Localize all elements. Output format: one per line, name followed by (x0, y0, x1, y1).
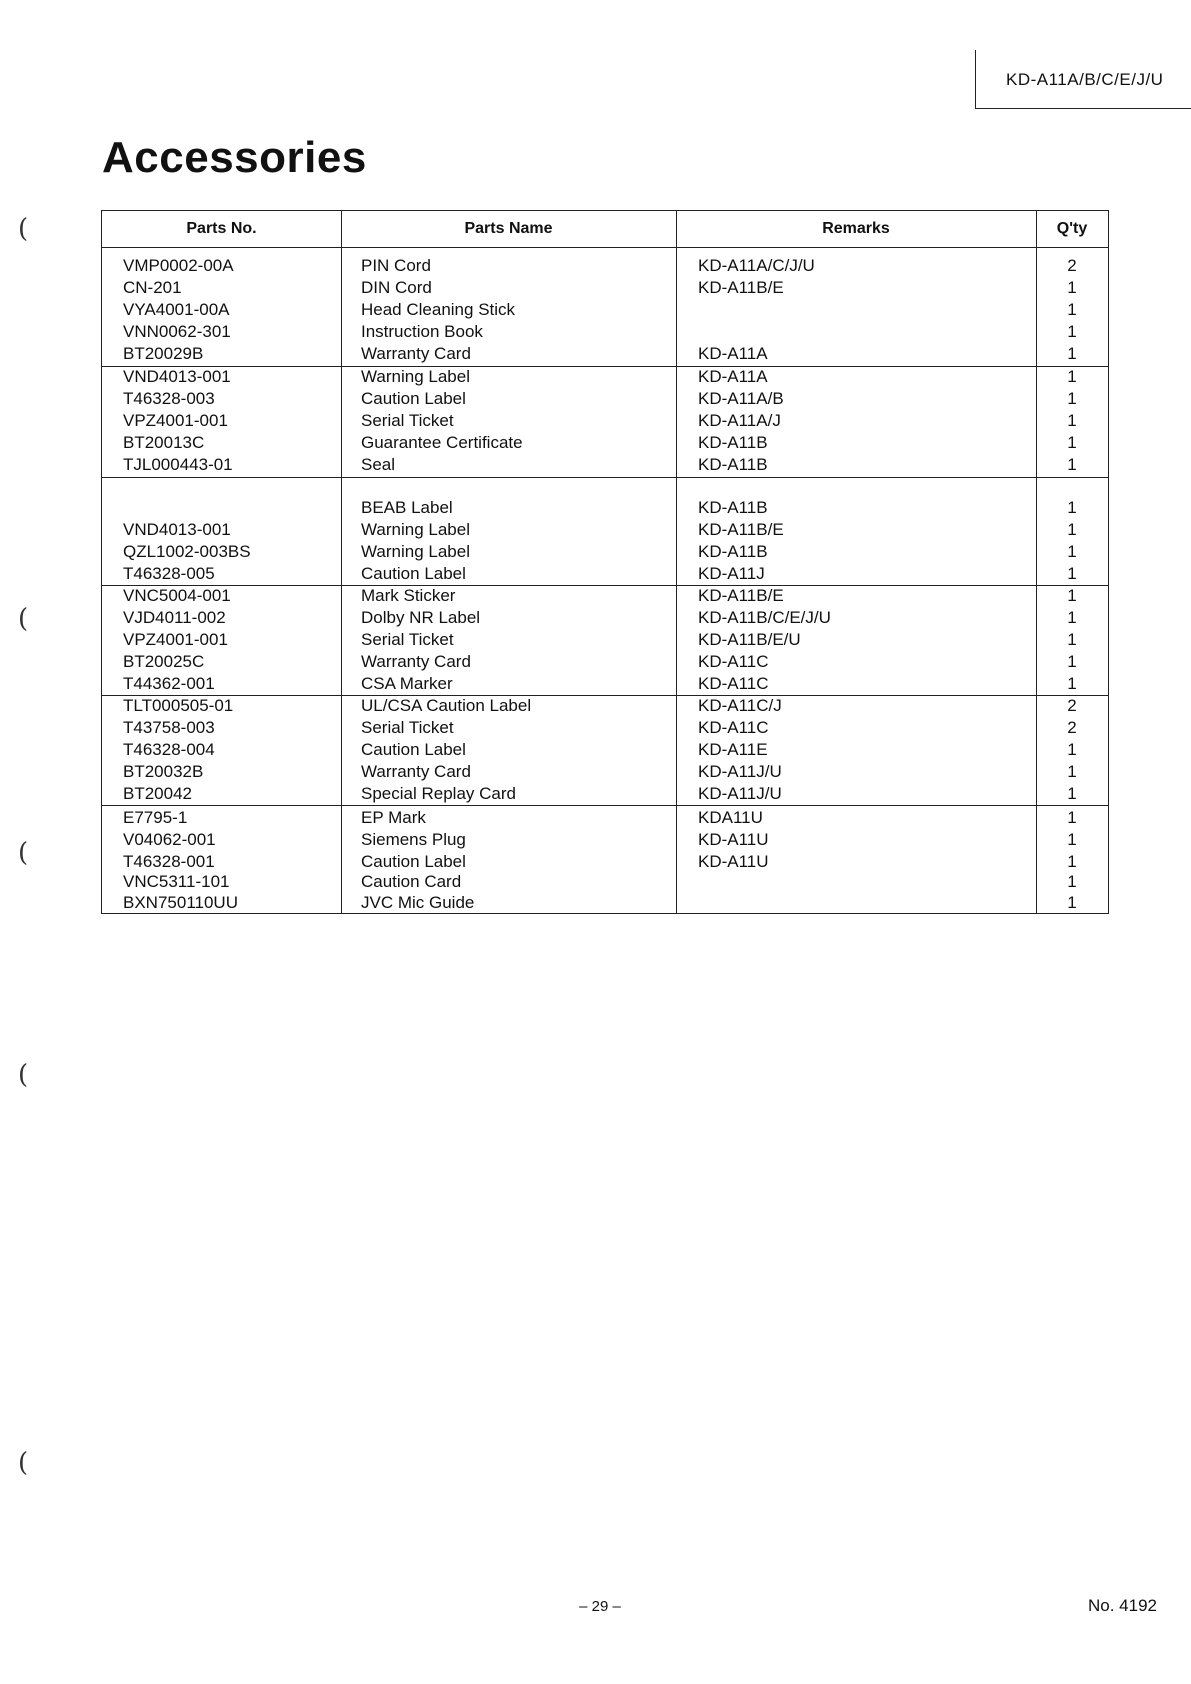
remarks-cell: KD-A11C (698, 652, 769, 671)
qty-cell: 1 (1067, 389, 1077, 408)
table-row (102, 851, 1108, 873)
parts-no-cell: V04062-001 (123, 830, 216, 849)
table-row (102, 871, 1108, 893)
qty-cell: 2 (1067, 718, 1077, 737)
page-title: Accessories (102, 133, 367, 182)
qty-cell: 1 (1067, 652, 1077, 671)
parts-no-cell: CN-201 (123, 278, 182, 297)
parts-name-cell: Guarantee Certificate (361, 433, 523, 452)
parts-name-cell: EP Mark (361, 808, 426, 827)
parts-name-cell: Serial Ticket (361, 630, 454, 649)
parts-name-cell: BEAB Label (361, 498, 453, 517)
model-code: KD-A11A/B/C/E/J/U (1006, 70, 1164, 89)
qty-cell: 1 (1067, 808, 1077, 827)
parts-name-cell: Warranty Card (361, 762, 471, 781)
qty-cell: 1 (1067, 455, 1077, 474)
parts-no-cell: VND4013-001 (123, 367, 231, 386)
document-number: No. 4192 (1088, 1596, 1157, 1615)
remarks-cell: KD-A11B/E/U (698, 630, 801, 649)
qty-cell: 1 (1067, 740, 1077, 759)
table-row (102, 807, 1108, 829)
binder-hole-mark: ( (18, 1448, 29, 1478)
remarks-cell: KD-A11B/C/E/J/U (698, 608, 831, 627)
remarks-cell: KD-A11J/U (698, 784, 782, 803)
qty-cell: 1 (1067, 344, 1077, 363)
table-row (102, 255, 1108, 277)
qty-cell: 1 (1067, 784, 1077, 803)
table-row (102, 454, 1108, 476)
remarks-cell: KD-A11B (698, 433, 768, 452)
qty-cell: 1 (1067, 830, 1077, 849)
remarks-cell: KD-A11U (698, 852, 769, 871)
qty-cell: 1 (1067, 278, 1077, 297)
binder-hole-mark: ( (18, 838, 29, 868)
parts-name-cell: Siemens Plug (361, 830, 466, 849)
binder-hole-mark: ( (18, 604, 29, 634)
parts-name-cell: Warning Label (361, 367, 470, 386)
parts-no-cell: BT20025C (123, 652, 205, 671)
parts-name-cell: Warning Label (361, 520, 470, 539)
table-row (102, 673, 1108, 695)
remarks-cell: KD-A11B (698, 498, 768, 517)
parts-no-cell: QZL1002-003BS (123, 542, 251, 561)
table-row (102, 629, 1108, 651)
remarks-cell: KD-A11A/J (698, 411, 781, 430)
qty-cell: 1 (1067, 852, 1077, 871)
parts-no-cell: VPZ4001-001 (123, 411, 228, 430)
qty-cell: 1 (1067, 608, 1077, 627)
parts-no-cell: TJL000443-01 (123, 455, 233, 474)
table-row (102, 321, 1108, 343)
parts-name-cell: Caution Label (361, 740, 466, 759)
qty-cell: 1 (1067, 586, 1077, 605)
qty-cell: 1 (1067, 564, 1077, 583)
parts-name-cell: DIN Cord (361, 278, 432, 297)
table-row (102, 651, 1108, 673)
parts-no-cell: TLT000505-01 (123, 696, 234, 715)
remarks-cell: KD-A11A/B (698, 389, 784, 408)
parts-no-cell: T46328-004 (123, 740, 215, 759)
parts-name-cell: CSA Marker (361, 674, 453, 693)
parts-no-cell: VPZ4001-001 (123, 630, 228, 649)
remarks-cell: KD-A11B (698, 455, 768, 474)
remarks-cell: KD-A11B/E (698, 520, 784, 539)
parts-no-cell: BT20032B (123, 762, 204, 781)
binder-hole-mark: ( (18, 1060, 29, 1090)
parts-name-cell: Instruction Book (361, 322, 483, 341)
parts-no-cell: VND4013-001 (123, 520, 231, 539)
group-divider (102, 805, 1108, 806)
qty-cell: 2 (1067, 256, 1077, 275)
table-row (102, 541, 1108, 563)
qty-cell: 1 (1067, 520, 1077, 539)
parts-name-cell: JVC Mic Guide (361, 893, 475, 912)
table-row (102, 497, 1108, 519)
parts-name-cell: Caution Label (361, 564, 466, 583)
page-number: – 29 – (579, 1598, 621, 1615)
table-row (102, 563, 1108, 585)
table-row (102, 739, 1108, 761)
table-row (102, 410, 1108, 432)
table-row (102, 432, 1108, 454)
accessories-table (101, 210, 1109, 914)
header-remarks: Remarks (822, 220, 890, 237)
qty-cell: 1 (1067, 322, 1077, 341)
table-row (102, 607, 1108, 629)
remarks-cell: KD-A11J (698, 564, 765, 583)
table-row (102, 366, 1108, 388)
parts-name-cell: Seal (361, 455, 396, 474)
parts-no-cell: VMP0002-00A (123, 256, 234, 275)
parts-name-cell: Special Replay Card (361, 784, 516, 803)
remarks-cell: KD-A11A (698, 344, 768, 363)
parts-name-cell: Warranty Card (361, 344, 471, 363)
remarks-cell: KD-A11C (698, 718, 769, 737)
parts-no-cell: T44362-001 (123, 674, 215, 693)
parts-name-cell: UL/CSA Caution Label (361, 696, 532, 715)
parts-no-cell: BT20029B (123, 344, 204, 363)
remarks-cell: KD-A11C/J (698, 696, 782, 715)
header-divider (102, 247, 1108, 248)
table-row (102, 519, 1108, 541)
table-row (102, 717, 1108, 739)
parts-name-cell: Caution Card (361, 872, 462, 891)
parts-no-cell: VNN0062-301 (123, 322, 231, 341)
qty-cell: 1 (1067, 411, 1077, 430)
remarks-cell: KD-A11B (698, 542, 768, 561)
qty-cell: 1 (1067, 542, 1077, 561)
qty-cell: 1 (1067, 300, 1077, 319)
header-qty: Q'ty (1056, 220, 1088, 237)
header-parts-name: Parts Name (464, 220, 553, 237)
remarks-cell: KD-A11A/C/J/U (698, 256, 815, 275)
qty-cell: 1 (1067, 367, 1077, 386)
qty-cell: 1 (1067, 762, 1077, 781)
parts-no-cell: BXN750110UU (123, 893, 238, 912)
table-row (102, 277, 1108, 299)
remarks-cell: KD-A11B/E (698, 278, 784, 297)
table-row (102, 783, 1108, 805)
table-row (102, 388, 1108, 410)
parts-no-cell: VJD4011-002 (123, 608, 226, 627)
table-row (102, 892, 1108, 914)
parts-name-cell: Dolby NR Label (361, 608, 481, 627)
table-row (102, 761, 1108, 783)
qty-cell: 1 (1067, 630, 1077, 649)
parts-name-cell: Caution Label (361, 852, 466, 871)
parts-no-cell: BT20042 (123, 784, 192, 803)
parts-no-cell: VNC5004-001 (123, 586, 231, 605)
parts-no-cell: E7795-1 (123, 808, 188, 827)
header-parts-no: Parts No. (186, 220, 257, 237)
qty-cell: 1 (1067, 433, 1077, 452)
parts-no-cell: BT20013C (123, 433, 205, 452)
qty-cell: 2 (1067, 696, 1077, 715)
parts-name-cell: Caution Label (361, 389, 466, 408)
remarks-cell: KD-A11J/U (698, 762, 782, 781)
table-row (102, 829, 1108, 851)
qty-cell: 1 (1067, 674, 1077, 693)
parts-name-cell: Warning Label (361, 542, 470, 561)
qty-cell: 1 (1067, 498, 1077, 517)
table-row (102, 585, 1108, 607)
remarks-cell: KD-A11U (698, 830, 769, 849)
parts-no-cell: VNC5311-101 (123, 872, 230, 891)
qty-cell: 1 (1067, 893, 1077, 912)
parts-no-cell: T46328-001 (123, 852, 215, 871)
parts-no-cell: VYA4001-00A (123, 300, 230, 319)
group-divider (102, 477, 1108, 478)
parts-name-cell: Head Cleaning Stick (361, 300, 516, 319)
remarks-cell: KD-A11A (698, 367, 768, 386)
table-row (102, 695, 1108, 717)
parts-name-cell: Serial Ticket (361, 718, 454, 737)
remarks-cell: KD-A11B/E (698, 586, 784, 605)
parts-no-cell: T43758-003 (123, 718, 215, 737)
parts-no-cell: T46328-005 (123, 564, 215, 583)
parts-name-cell: Mark Sticker (361, 586, 456, 605)
parts-name-cell: Serial Ticket (361, 411, 454, 430)
binder-hole-mark: ( (18, 214, 29, 244)
parts-name-cell: Warranty Card (361, 652, 471, 671)
parts-name-cell: PIN Cord (361, 256, 431, 275)
remarks-cell: KDA11U (698, 808, 763, 827)
remarks-cell: KD-A11C (698, 674, 769, 693)
qty-cell: 1 (1067, 872, 1077, 891)
table-row (102, 343, 1108, 365)
remarks-cell: KD-A11E (698, 740, 768, 759)
parts-no-cell: T46328-003 (123, 389, 215, 408)
table-row (102, 299, 1108, 321)
